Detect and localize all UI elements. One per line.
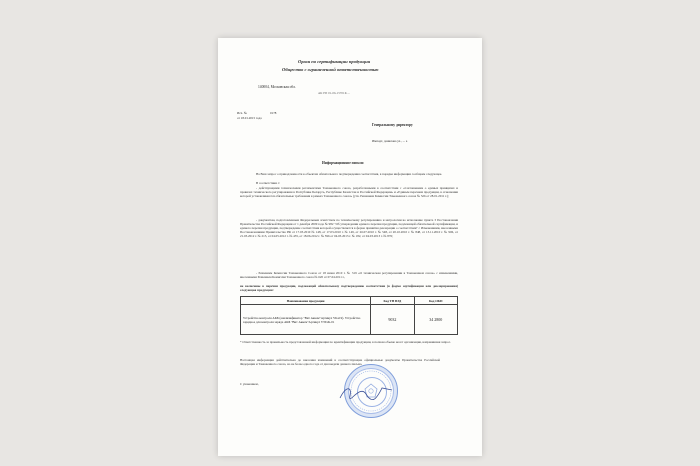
table-header-row (241, 297, 458, 305)
letterhead-subtitle: Общество с ограниченной ответственностью (282, 67, 379, 72)
conclusion: не включены в перечни продукции, подлежащей обязательному подтверждению соответствия (в форме сертификации или декларирования) следующая продукция: (240, 284, 458, 293)
recipient-title: Генеральному директору (372, 123, 413, 127)
table-header-tnved: Код ТН ВЭД (371, 297, 414, 305)
basis-paragraph-1: - действующими техническими регламентами Таможенного союза, разработанными в соответствии с «Соглашением о единых принципах и правилах технического регулирования в Республике Беларусь, Республике Казахстан и Российской Федерации» и «Единым перечнем продукции, в отношении которой устанавливаются обязательные требования в рамках Таможенного союза» (утв. Решением Комиссии Таможенного союза № 526 от 28.01.2011 г.); (240, 186, 458, 199)
basis-paragraph-3: - Решением Комиссии Таможенного Союза от 18 июня 2010 г. № 319 «О техническом регулировании в Таможенном союзе» с изменениями, внесенными Решением Комиссии Таможенного союза № 620 от 07.04.2011 г., (240, 271, 458, 280)
ref-label: Исх. № (237, 111, 247, 115)
products-table (240, 296, 458, 335)
product-tnved: 9032 (371, 305, 414, 335)
basis-label: В соответствии с: (256, 181, 281, 185)
table-row (241, 305, 458, 335)
letterhead-address-extra: АК РП 01-06-15701К ... (318, 91, 350, 95)
letter-intro: На Ваш запрос о принадлежности к объектам обязательного подтверждения соответствия, в порядке информации сообщаем следующее. (256, 172, 443, 176)
letter-heading: Информационное письмо (322, 161, 364, 165)
letter-date: от 18.01.2015 года (237, 116, 262, 120)
basis-paragraph-2: - документом, подготовленным Федеральным агентством по техническому регулированию и метрологии во исполнение пункта 3 Постановления Правительства Российской Федерации от 1 декабря 2009 года № 982 "Об утверждении единого перечня продукции, подлежащей обязательной сертификации, и единого перечня продукции, подтверждение соответствия которой осуществляется в форме принятия декларации о соответствии" с Изменениями, внесенными Постановлениями Правительства РФ от 17.03.2010 № 148, от 17.03.2010 г. № 149, от 26.07.2010 г. № 548, от 20.10.2010 г. № 848, от 13.11.2010 г. № 906, от 21.03.2012 г. № 213, от 04.05.2012 г. № 435, от 18.06.2012 г. № 596 от 04.03.2013 г. № 182, от 04.03.2013 г. № 876; (240, 218, 458, 239)
signature-icon (336, 380, 396, 404)
table-header-name: Наименование продукции (241, 297, 371, 305)
product-okp: 34 2800 (414, 305, 457, 335)
ref-number: 0178 (270, 111, 277, 115)
table-header-okp: Код ОКП (414, 297, 457, 305)
validity-note: Настоящая информация действительна до внесения изменений в соответствующие официальные документы Правительства Российской Федерации и Таможенного союза, но не более одного года от дня выдачи данного письма. (240, 358, 440, 367)
closing: С уважением, (240, 382, 259, 386)
letterhead-address: 140004, Московская обл. (258, 85, 296, 89)
letterhead-title: Орган по сертификации продукции (298, 59, 371, 64)
recipient-address: Импорт, данилова ул., ... а (372, 139, 408, 143)
responsibility-note: * Ответственность за правильность представленной информации по идентификации продукции, в полном объеме несет организация, направившая запрос. (240, 340, 451, 344)
product-name: Устройство контроля АКБ (анализификатор "Вит Акком"Артикул VKa19). Устройство зарядное для контроля заряда АКБ "Вит Акком"Артикул УЗТаК-01 (241, 305, 371, 335)
document-page (218, 38, 482, 456)
